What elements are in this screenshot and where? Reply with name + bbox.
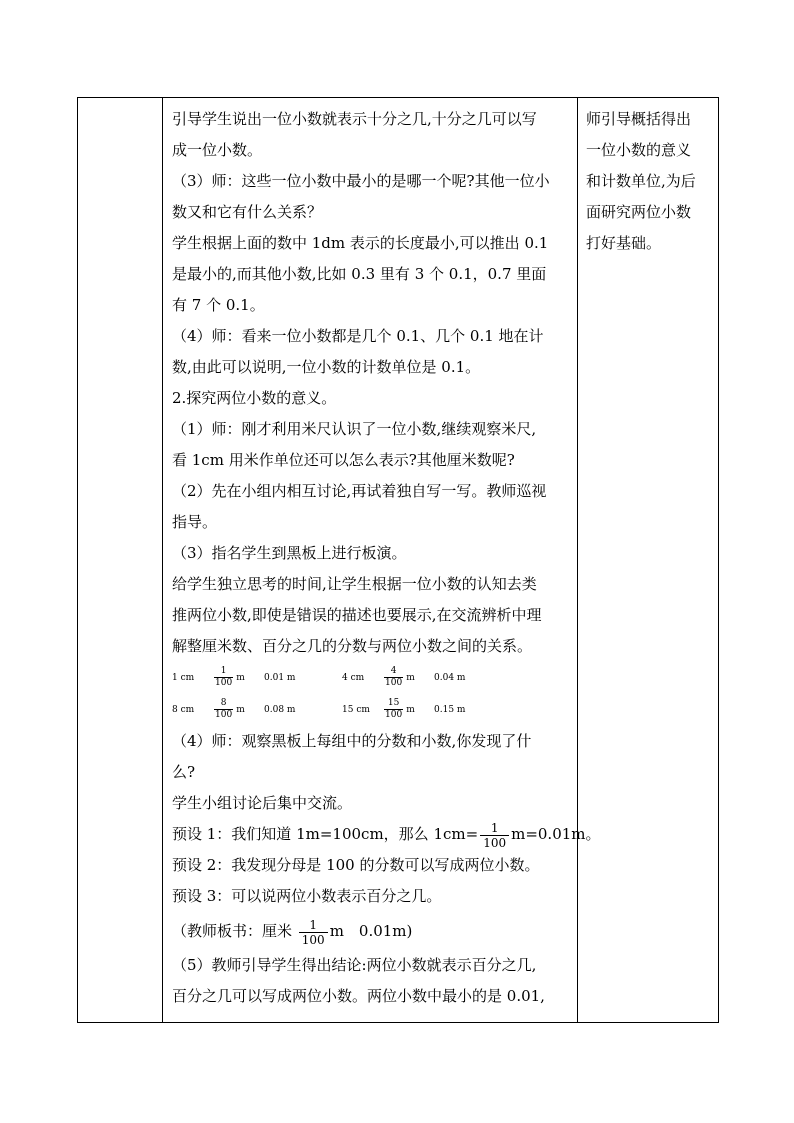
text-line: 看 1cm 用米作单位还可以怎么表示?其他厘米数呢? bbox=[172, 451, 515, 469]
text-line: 2.探究两位小数的意义。 bbox=[172, 389, 337, 407]
text-line: 成一位小数。 bbox=[172, 141, 263, 159]
text-line: （4）师：看来一位小数都是几个 0.1、几个 0.1 地在计 bbox=[172, 327, 544, 345]
intent-line: 一位小数的意义 bbox=[586, 141, 692, 159]
table-row bbox=[78, 98, 719, 1023]
example-fraction: $\frac{15}{100}$ m bbox=[385, 698, 415, 720]
example-cm: 8 cm bbox=[172, 705, 195, 715]
text-line: 解整厘米数、百分之几的分数与两位小数之间的关系。 bbox=[172, 637, 533, 655]
design-intent bbox=[578, 98, 718, 259]
text-line: 引导学生说出一位小数就表示十分之几,十分之几可以写 bbox=[172, 110, 537, 128]
text-line: 有 7 个 0.1。 bbox=[172, 296, 265, 314]
example-table bbox=[172, 662, 569, 726]
left-empty-cell bbox=[78, 98, 163, 1023]
fraction: $\frac{15}{100}$ bbox=[385, 698, 403, 720]
preset-2: 预设 2：我发现分母是 100 的分数可以写成两位小数。 bbox=[172, 856, 540, 874]
board-writing: （教师板书：厘米 $\frac{1}{100}$ m 0.01m) bbox=[172, 917, 413, 947]
text-line: （2）先在小组内相互讨论,再试着独自写一写。教师巡视 bbox=[172, 482, 547, 500]
fraction: $\frac{1}{100}$ bbox=[299, 918, 328, 947]
fraction: $\frac{1}{100}$ bbox=[480, 821, 509, 850]
text-line: 是最小的,而其他小数,比如 0.3 里有 3 个 0.1，0.7 里面 bbox=[172, 265, 547, 283]
example-cm: 1 cm bbox=[172, 673, 195, 683]
text-line: （4）师：观察黑板上每组中的分数和小数,你发现了什 bbox=[172, 732, 532, 750]
process-cell bbox=[163, 98, 601, 1023]
example-fraction: $\frac{4}{100}$ m bbox=[385, 666, 415, 688]
text-line: 学生根据上面的数中 1dm 表示的长度最小,可以推出 0.1 bbox=[172, 234, 549, 252]
fraction: $\frac{8}{100}$ bbox=[215, 698, 233, 720]
example-row bbox=[172, 662, 569, 694]
intent-line: 面研究两位小数 bbox=[586, 203, 692, 221]
discussion-block bbox=[172, 726, 569, 819]
example-decimal: 0.15 m bbox=[434, 705, 466, 715]
conclusion-block bbox=[172, 950, 569, 1012]
example-fraction: $\frac{8}{100}$ m bbox=[215, 698, 245, 720]
text-line: （1）师：刚才利用米尺认识了一位小数,继续观察米尺, bbox=[172, 420, 537, 438]
intent-line: 打好基础。 bbox=[586, 234, 662, 252]
example-cm: 15 cm bbox=[342, 705, 370, 715]
text-line: 百分之几可以写成两位小数。两位小数中最小的是 0.01, bbox=[172, 987, 545, 1005]
intent-line: 师引导概括得出 bbox=[586, 110, 692, 128]
text-line: 推两位小数,即使是错误的描述也要展示,在交流辨析中理 bbox=[172, 606, 542, 624]
text-line: （3）指名学生到黑板上进行板演。 bbox=[172, 544, 407, 562]
text-line: 么? bbox=[172, 763, 196, 781]
main-text-block bbox=[172, 104, 569, 662]
example-decimal: 0.04 m bbox=[434, 673, 466, 683]
text-line: 给学生独立思考的时间,让学生根据一位小数的认知去类 bbox=[172, 575, 537, 593]
example-decimal: 0.08 m bbox=[264, 705, 296, 715]
intent-line: 和计数单位,为后 bbox=[586, 172, 696, 190]
lesson-table bbox=[77, 97, 719, 1023]
fraction: $\frac{4}{100}$ bbox=[385, 666, 403, 688]
intent-cell bbox=[578, 98, 719, 1023]
example-row bbox=[172, 694, 569, 726]
preset-3: 预设 3：可以说两位小数表示百分之几。 bbox=[172, 887, 442, 905]
process-content bbox=[163, 98, 601, 1012]
text-line: （5）教师引导学生得出结论:两位小数就表示百分之几, bbox=[172, 956, 537, 974]
text-line: 指导。 bbox=[172, 513, 218, 531]
fraction: $\frac{1}{100}$ bbox=[215, 666, 233, 688]
text-line: 学生小组讨论后集中交流。 bbox=[172, 794, 353, 812]
example-decimal: 0.01 m bbox=[264, 673, 296, 683]
text-line: 数,由此可以说明,一位小数的计数单位是 0.1。 bbox=[172, 358, 481, 376]
text-line: 数又和它有什么关系？ bbox=[172, 203, 323, 221]
example-cm: 4 cm bbox=[342, 673, 365, 683]
text-line: （3）师：这些一位小数中最小的是哪一个呢?其他一位小 bbox=[172, 172, 550, 190]
preset-1: 预设 1：我们知道 1m=100cm，那么 1cm= $\frac{1}{100}$ m=0.01m。 bbox=[172, 820, 601, 850]
example-fraction: $\frac{1}{100}$ m bbox=[215, 666, 245, 688]
